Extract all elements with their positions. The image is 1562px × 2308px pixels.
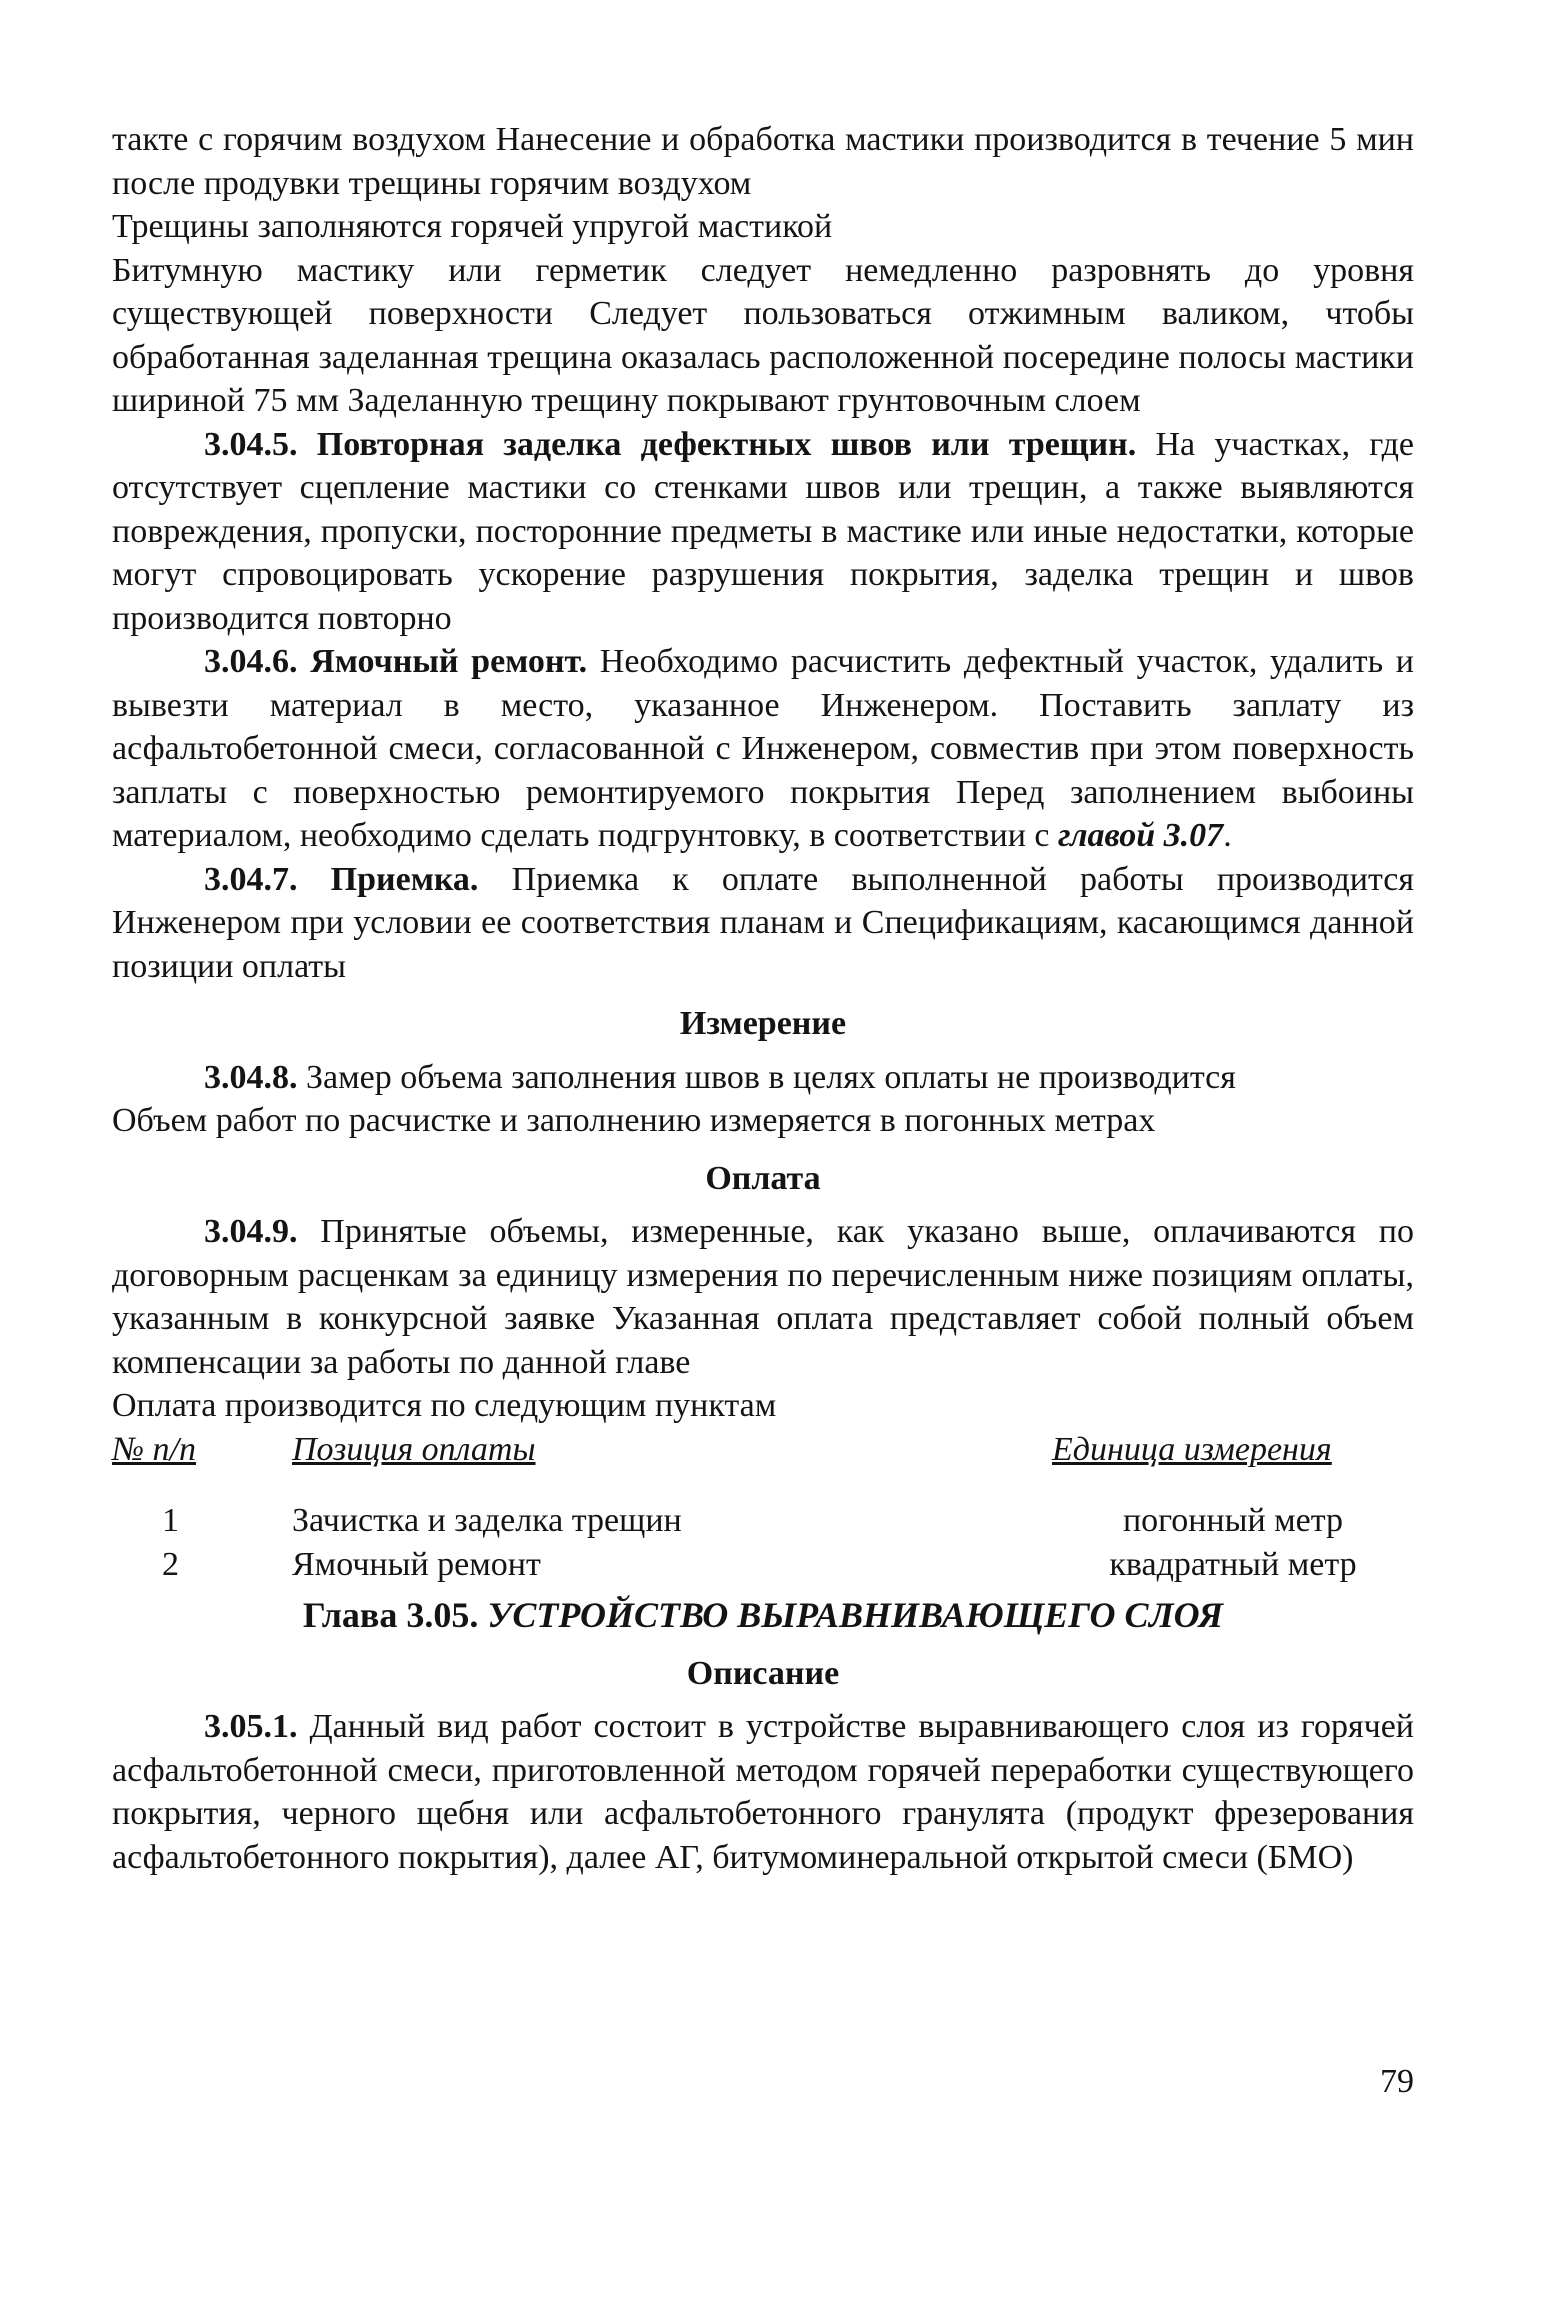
- row-position: Ямочный ремонт: [292, 1545, 541, 1583]
- section-text: Данный вид работ состоит в устройстве выравнивающего слоя из горячей асфальтобетонной смеси, приготовленной методом горячей переработки существующего покрытия, черного щебня или асфальтобетонного гранулята (продукт фрезерования асфальтобетонного покрытия), далее АГ, битумоминеральной открытой смеси (БМО): [112, 1708, 1414, 1876]
- table-row: [112, 1543, 1414, 1587]
- row-number: 2: [162, 1545, 179, 1583]
- section-3-04-7: [112, 858, 1414, 989]
- heading-measurement: Измерение: [679, 1005, 847, 1042]
- section-3-04-9: [112, 1210, 1414, 1384]
- chapter-heading: [112, 1594, 1414, 1638]
- row-unit: квадратный метр: [1109, 1545, 1357, 1583]
- section-3-04-5: [112, 423, 1414, 641]
- section-text: На участках, где отсутствует сцепление мастики со стенками швов или трещин, а также выявляются повреждения, пропуски, посторонние предметы в мастике или иные недостатки, которые могут спровоцировать ускорение разрушения покрытия, заделка трещин и швов производится повторно: [112, 425, 1414, 637]
- paragraph-mastic-leveling: Битумную мастику или герметик следует немедленно разровнять до уровня существующей поверхности Следует пользоваться отжимным валиком, чтобы обработанная заделанная трещина оказалась расположенной посередине полосы мастики шириной 75 мм Заделанную трещину покрывают грунтовочным слоем: [112, 251, 1414, 419]
- section-3-04-8: [112, 1056, 1414, 1100]
- heading-description: Описание: [686, 1654, 840, 1692]
- section-text: Принятые объемы, измеренные, как указано выше, оплачиваются по договорным расценкам за единицу измерения по перечисленным ниже позициям оплаты, указанным в конкурсной заявке Указанная оплата представляет собой полный объем компенсации за работы по данной главе: [112, 1213, 1414, 1381]
- payment-table: [112, 1428, 1414, 1587]
- section-text-end: .: [1223, 817, 1232, 854]
- section-title: 3.04.7. Приемка.: [204, 860, 479, 898]
- paragraph-payment-items: Оплата производится по следующим пунктам: [112, 1387, 777, 1424]
- column-header-unit: Единица измерения: [1052, 1430, 1332, 1468]
- page-content: [112, 118, 1414, 1879]
- section-number: 3.04.9.: [204, 1213, 298, 1250]
- column-header-position: Позиция оплаты: [292, 1430, 536, 1468]
- section-number: 3.04.8.: [204, 1058, 298, 1096]
- table-row: [112, 1499, 1414, 1543]
- payment-table-header: [112, 1428, 1414, 1500]
- section-3-04-6: [112, 640, 1414, 858]
- section-text: Необходимо расчистить дефектный участок, удалить и вывезти материал в место, указанное Инженером. Поставить заплату из асфальтобетонной смеси, согласованной с Инженером, совместив при этом поверхность заплаты с поверхностью ремонтируемого покрытия Перед заполнением выбоины материалом, необходимо сделать подгрунтовку, в соответствии с: [112, 643, 1414, 854]
- paragraph-measure-units: Объем работ по расчистке и заполнению измеряется в погонных метрах: [112, 1102, 1156, 1139]
- section-title: 3.04.6. Ямочный ремонт.: [204, 643, 588, 680]
- heading-payment: Оплата: [705, 1159, 821, 1197]
- page-number: 79: [1380, 2063, 1414, 2100]
- section-text: Замер объема заполнения швов в целях оплаты не производится: [297, 1058, 1236, 1096]
- paragraph-cracks-filled: Трещины заполняются горячей упругой мастикой: [112, 208, 833, 245]
- row-unit: погонный метр: [1122, 1502, 1344, 1539]
- column-header-number: № п/п: [112, 1430, 197, 1468]
- section-number: 3.05.1.: [204, 1708, 298, 1745]
- paragraph-hot-air: такте с горячим воздухом Нанесение и обработка мастики производится в течение 5 мин после продувки трещины горячим воздухом: [112, 121, 1414, 202]
- section-title: 3.04.5. Повторная заделка дефектных швов или трещин.: [204, 425, 1137, 463]
- chapter-title: УСТРОЙСТВО ВЫРАВНИВАЮЩЕГО СЛОЯ: [487, 1595, 1224, 1635]
- chapter-number: Глава 3.05.: [302, 1595, 488, 1635]
- row-position: Зачистка и заделка трещин: [292, 1502, 682, 1539]
- section-3-05-1: [112, 1705, 1414, 1879]
- row-number: 1: [162, 1502, 179, 1539]
- chapter-reference: главой 3.07: [1057, 817, 1224, 854]
- section-text: Приемка к оплате выполненной работы производится Инженером при условии ее соответствия планам и Спецификациям, касающимся данной позиции оплаты: [112, 860, 1414, 985]
